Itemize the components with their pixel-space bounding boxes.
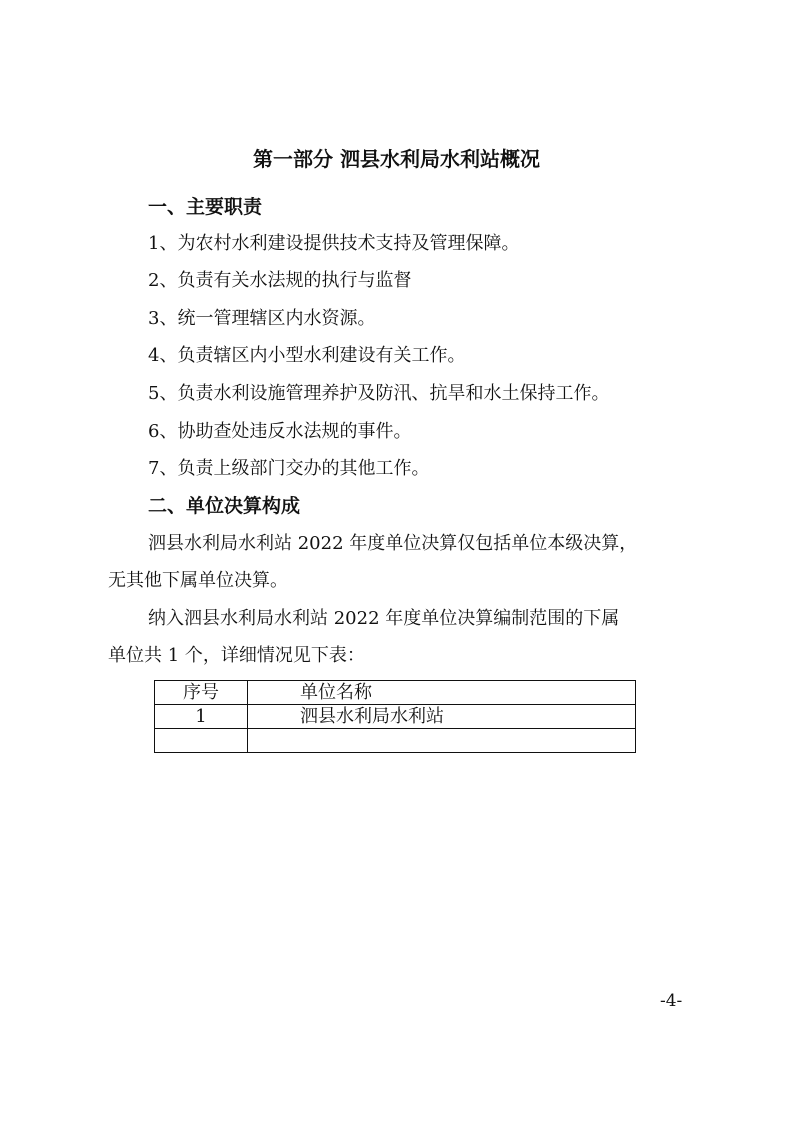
table-cell-seq: 1 [155,705,248,729]
composition-paragraph-2-line-2: 单位共 1 个，详细情况见下表： [108,645,365,666]
page-title: 第一部分 泗县水利局水利站概况 [253,147,540,171]
table-cell-seq [155,729,248,753]
composition-paragraph-1-line-2: 无其他下属单位决算。 [108,570,288,591]
table-row [155,729,636,753]
duty-item-6: 6、协助查处违反水法规的事件。 [148,421,412,442]
table-row [155,705,636,729]
unit-table [154,680,636,753]
duty-item-7: 7、负责上级部门交办的其他工作。 [148,458,430,479]
duty-item-5: 5、负责水利设施管理养护及防汛、抗旱和水土保持工作。 [148,383,610,404]
page-number: -4- [660,991,683,1011]
table-header-row [155,681,636,705]
duty-item-4: 4、负责辖区内小型水利建设有关工作。 [148,345,466,366]
duty-item-1: 1、为农村水利建设提供技术支持及管理保障。 [148,233,520,254]
section-heading-composition: 二、单位决算构成 [148,495,301,517]
duty-item-2: 2、负责有关水法规的执行与监督 [148,270,412,291]
composition-paragraph-2-line-1: 纳入泗县水利局水利站 2022 年度单位决算编制范围的下属 [148,608,620,629]
table-cell-unit-name [248,729,636,753]
section-heading-duties: 一、主要职责 [148,196,263,218]
table-header-unit-name: 单位名称 [248,681,636,705]
duty-item-3: 3、统一管理辖区内水资源。 [148,308,376,329]
table-cell-unit-name: 泗县水利局水利站 [248,705,636,729]
composition-paragraph-1-line-1: 泗县水利局水利站 2022 年度单位决算仅包括单位本级决算， [148,533,638,554]
table-header-seq: 序号 [155,681,248,705]
